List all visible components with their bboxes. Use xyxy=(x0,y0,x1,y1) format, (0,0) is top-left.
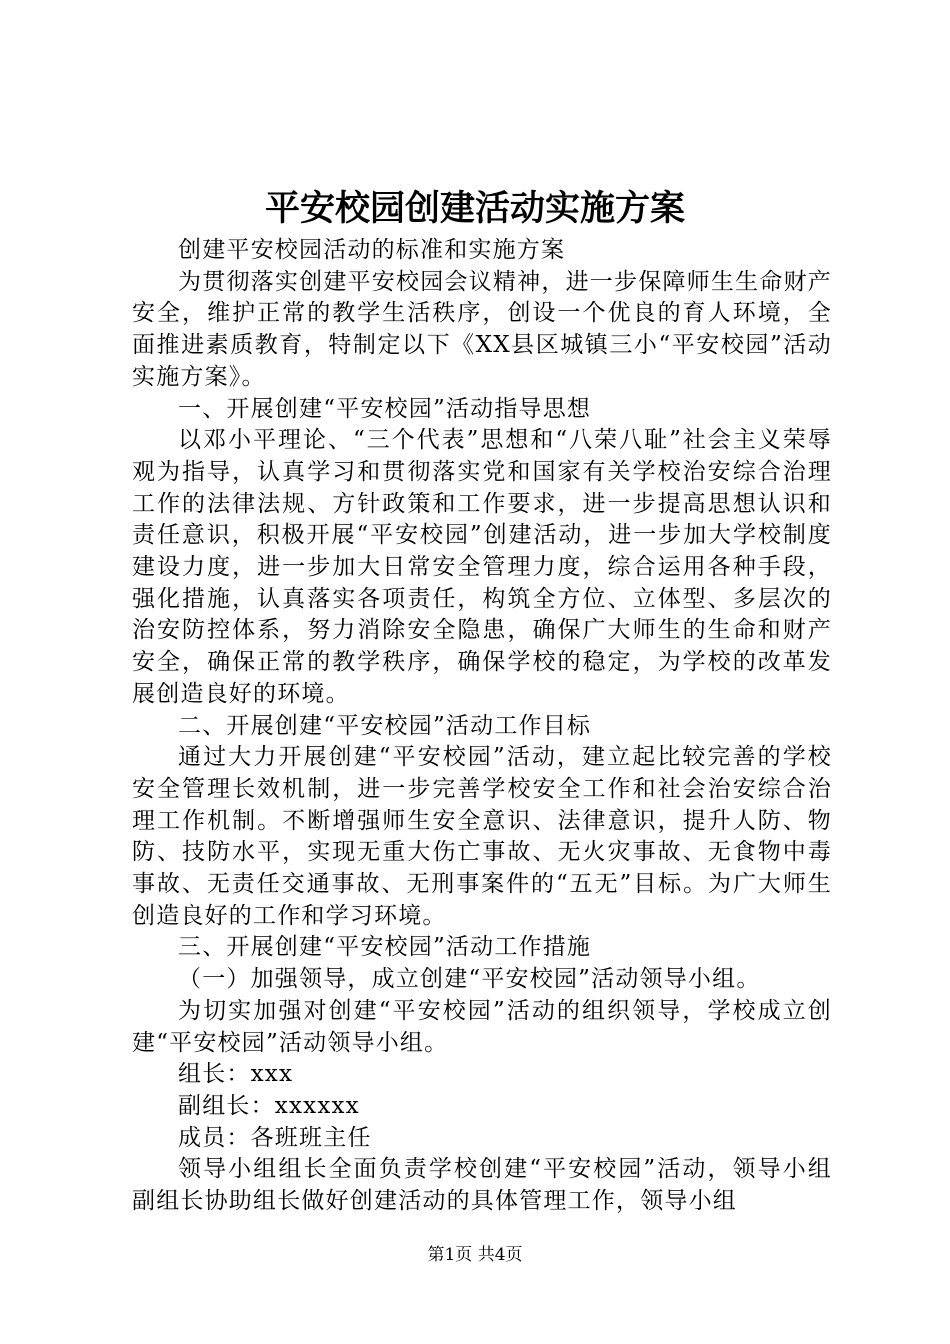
paragraph-guiding-thought: 以邓小平理论、“三个代表”思想和“八荣八耻”社会主义荣辱观为指导，认真学习和贯彻落实党和国家有关学校治安综合治理工作的法律法规、方针政策和工作要求，进一步提高思想认识和责任意识，积极开展“平安校园”创建活动，进一步加大学校制度建设力度，进一步加大日常安全管理力度，综合运用各种手段，强化措施，认真落实各项责任，构筑全方位、立体型、多层次的治安防控体系，努力消除安全隐患，确保广大师生的生命和财产安全，确保正常的教学秩序，确保学校的稳定，为学校的改革发展创造良好的环境。 xyxy=(132,427,832,707)
section-heading-work-measures: 三、开展创建“平安校园”活动工作措施 xyxy=(178,934,592,961)
paragraph-group-leader: 组长：xxx xyxy=(178,1061,294,1088)
paragraph-members: 成员：各班班主任 xyxy=(178,1124,372,1151)
paragraph-leadership-group: 为切实加强对创建“平安校园”活动的组织领导，学校成立创建“平安校园”活动领导小组。 xyxy=(132,997,832,1056)
section-heading-guiding-thought: 一、开展创建“平安校园”活动指导思想 xyxy=(178,395,592,422)
document-title: 平安校园创建活动实施方案 xyxy=(264,188,685,229)
document-body xyxy=(132,235,832,1218)
paragraph-work-goals: 通过大力开展创建“平安校园”活动，建立起比较完善的学校安全管理长效机制，进一步完善学校安全工作和社会治安综合治理工作机制。不断增强师生安全意识、法律意识，提升人防、物防、技防水平，实现无重大伤亡事故、无火灾事故、无食物中毒事故、无责任交通事故、无刑事案件的“五无”目标。为广大师生创造良好的工作和学习环境。 xyxy=(132,744,832,929)
paragraph-deputy-leader: 副组长：xxxxxx xyxy=(178,1092,360,1119)
page-footer: 第1页 共4页 xyxy=(427,1245,523,1265)
paragraph-subtitle: 创建平安校园活动的标准和实施方案 xyxy=(178,237,566,263)
section-heading-work-goals: 二、开展创建“平安校园”活动工作目标 xyxy=(178,712,592,739)
paragraph-responsibilities: 领导小组组长全面负责学校创建“平安校园”活动，领导小组副组长协助组长做好创建活动的具体管理工作，领导小组 xyxy=(132,1156,832,1215)
paragraph-intro: 为贯彻落实创建平安校园会议精神，进一步保障师生生命财产安全，维护正常的教学生活秩序，创设一个优良的育人环境，全面推进素质教育，特制定以下《XX县区城镇三小“平安校园”活动实施方案》。 xyxy=(132,268,832,390)
subsection-heading-leadership: （一）加强领导，成立创建“平安校园”活动领导小组。 xyxy=(178,966,761,993)
